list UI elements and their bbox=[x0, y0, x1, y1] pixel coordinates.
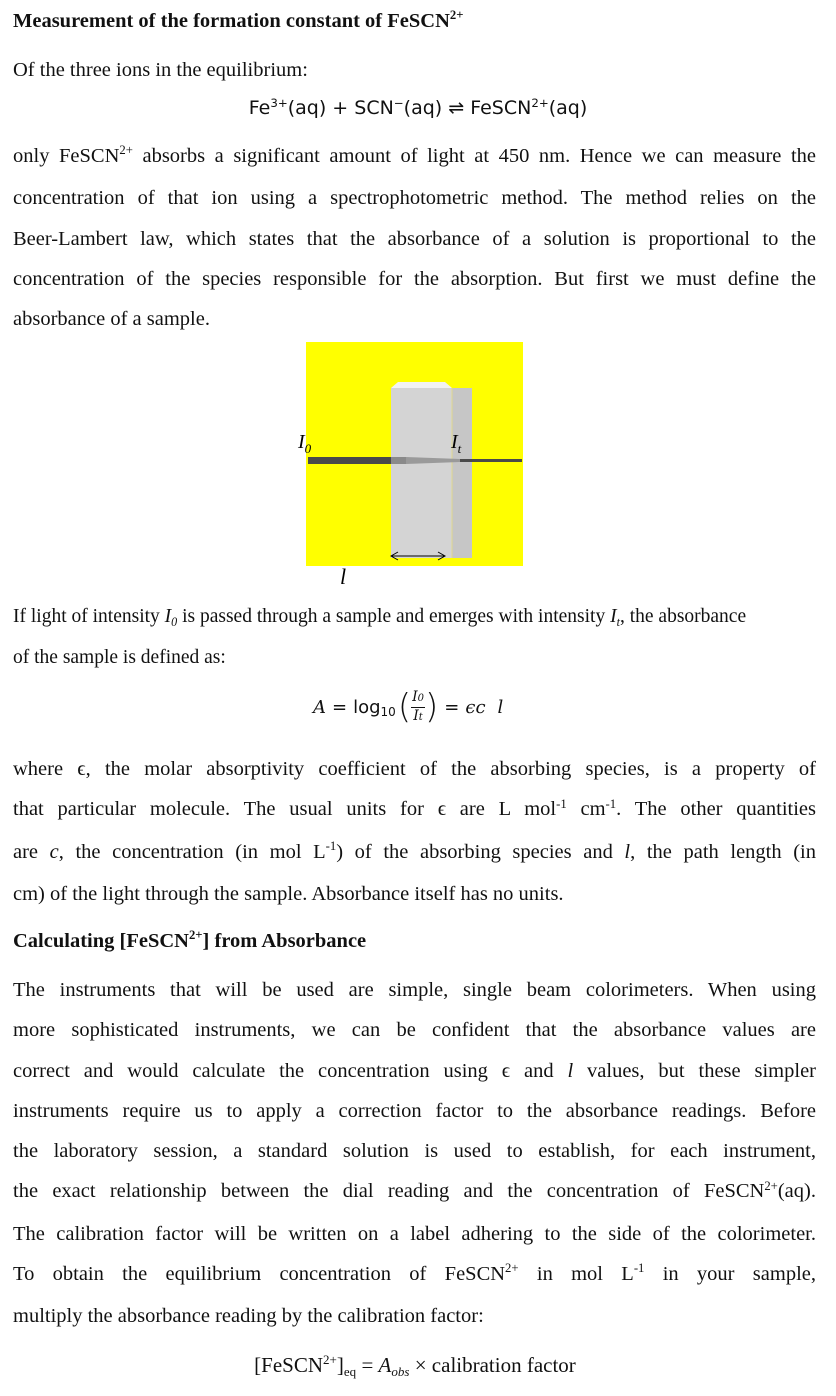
para4-line: the exact relationship between the dial reading and the concentration of FeSCN$^{2+}$(aq). bbox=[13, 1178, 816, 1203]
calibration-equation: $[FeSCN^{2+}]_{eq} = A_{obs}$ × calibration factor bbox=[254, 1352, 576, 1379]
para4-line: The instruments that will be used are simple, single beam colorimeters. When using bbox=[13, 979, 816, 1001]
intro-text: Of the three ions in the equilibrium: bbox=[13, 59, 308, 81]
cuvette-diagram bbox=[290, 338, 540, 590]
para4-line: instruments require us to apply a correction factor to the absorbance readings. Before bbox=[13, 1099, 816, 1122]
para4-line: multiply the absorbance reading by the calibration factor: bbox=[13, 1305, 484, 1328]
beam-in-sample bbox=[391, 457, 406, 464]
para1-line: absorbance of a sample. bbox=[13, 308, 210, 331]
page-title: Measurement of the formation constant of FeSCN$^{2+}$ bbox=[13, 8, 464, 32]
equilibrium-equation: $Fe^{3+}(aq) + SCN^-(aq)$ ⇌ FeSCN$^{2+}$(aq) bbox=[248, 95, 588, 119]
cuvette-front bbox=[391, 388, 452, 558]
label-i0: $I_0$ bbox=[298, 431, 312, 456]
para4-line: To obtain the equilibrium concentration of FeSCN$^{2+}$ in mol $L^{-1}$ in your sample, bbox=[13, 1261, 816, 1286]
section-heading: Calculating [FeSCN$^{2+}$] from Absorbance bbox=[13, 928, 367, 952]
para3-line: that particular molecule. The usual units for ϵ are L mol$^{-1}$ $cm^{-1}$. The other quantities bbox=[13, 796, 817, 821]
cuvette-top bbox=[391, 382, 452, 388]
para4-line: The calibration factor will be written on a label adhering to the side of the colorimeter. bbox=[13, 1222, 816, 1245]
para3-line: cm) of the light through the sample. Absorbance itself has no units. bbox=[13, 882, 564, 905]
label-it: $I_t$ bbox=[451, 431, 462, 456]
para2-line: of the sample is defined as: bbox=[13, 647, 226, 669]
para4-line: correct and would calculate the concentration using ϵ and l values, but these simpler bbox=[13, 1059, 816, 1082]
para4-line: more sophisticated instruments, we can be confident that the absorbance values are bbox=[13, 1019, 816, 1042]
cuvette-side bbox=[452, 388, 472, 558]
para3-line: are c, the concentration (in mol $L^{-1}$) of the absorbing species and l, the path length (in bbox=[13, 838, 816, 863]
para2-line: If light of intensity $I_0$ is passed through a sample and emerges with intensity $I_t$, the absorbance bbox=[13, 606, 747, 629]
para1-line: concentration of the species responsible for the absorption. But first we must define the bbox=[13, 267, 816, 290]
paragraph-intensity bbox=[13, 597, 816, 679]
para3-line: where ϵ, the molar absorptivity coefficient of the absorbing species, is a property of bbox=[13, 758, 816, 780]
incident-beam bbox=[308, 457, 391, 464]
transmitted-beam bbox=[460, 459, 522, 462]
para1-line: only FeSCN$^{2+}$ absorbs a significant amount of light at 450 nm. Hence we can measure the bbox=[13, 143, 817, 167]
paragraph-absorbance-intro bbox=[13, 136, 816, 339]
para1-line: concentration of that ion using a spectrophotometric method. The method relies on the bbox=[13, 187, 816, 210]
para1-line: Beer-Lambert law, which states that the absorbance of a solution is proportional to the bbox=[13, 227, 816, 250]
label-l: l bbox=[340, 564, 347, 589]
beer-lambert-equation: A = log 10 ( I0 It ) = ϵc l bbox=[313, 687, 504, 727]
paragraph-calibration bbox=[13, 970, 816, 1337]
para4-line: the laboratory session, a standard solution is used to establish, for each instrument, bbox=[13, 1140, 816, 1163]
paragraph-epsilon bbox=[13, 749, 816, 914]
